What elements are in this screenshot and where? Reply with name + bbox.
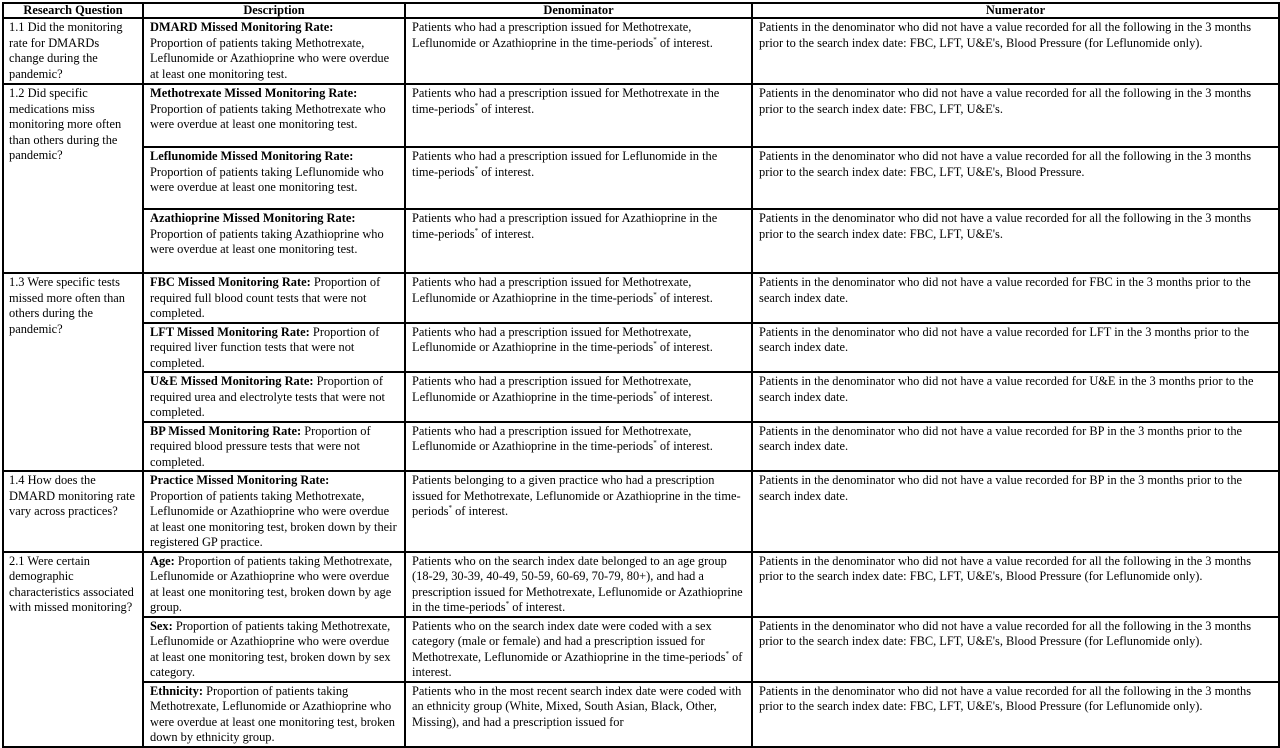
footnote-asterisk: * [653, 389, 657, 398]
denominator-cell: Patients who on the search index date belonged to an age group (18-29, 30-39, 40-49, 50-59, 60-69, 70-79, 80+), and had a prescription issued for Methotrexate, Leflunomide or Azathioprine in the time-periods* of interest. [405, 552, 752, 617]
denominator-cell: Patients who had a prescription issued for Leflunomide in the time-periods* of interest. [405, 147, 752, 209]
header-numerator: Numerator [752, 3, 1279, 18]
numerator-cell: Patients in the denominator who did not have a value recorded for all the following in the 3 months prior to the search index date: FBC, LFT, U&E's, Blood Pressure (for Leflunomide only). [752, 552, 1279, 617]
measure-title: Practice Missed Monitoring Rate: [150, 473, 330, 487]
footnote-asterisk: * [653, 290, 657, 299]
footnote-asterisk: * [653, 35, 657, 44]
measure-title: Azathioprine Missed Monitoring Rate: [150, 211, 356, 225]
research-question-cell: 1.2 Did specific medications miss monitoring more often than others during the pandemic? [3, 84, 143, 273]
measure-description: Proportion of patients taking Methotrexate, Leflunomide or Azathioprine who were overdue at least one monitoring test, broken down by age group. [150, 553, 393, 614]
table-row [3, 147, 1279, 209]
table-row [3, 84, 1279, 147]
footnote-asterisk: * [653, 439, 657, 447]
measure-title: BP Missed Monitoring Rate: [150, 423, 302, 438]
measure-title: U&E Missed Monitoring Rate: [150, 374, 314, 388]
measure-title: Methotrexate Missed Monitoring Rate: [150, 86, 358, 100]
table-row [3, 18, 1279, 84]
table-row [3, 422, 1279, 472]
header-denominator: Denominator [405, 3, 752, 18]
table-row [3, 209, 1279, 273]
description-cell [143, 273, 405, 323]
description-cell [143, 617, 405, 682]
header-row [3, 3, 1279, 18]
measure-description: Proportion of patients taking Methotrexate, Leflunomide or Azathioprine who were overdue at least one monitoring test. [150, 35, 390, 81]
measure-title: Ethnicity: [150, 683, 204, 698]
footnote-asterisk: * [725, 649, 729, 658]
measure-description: Proportion of patients taking Methotrexate, Leflunomide or Azathioprine who were overdue at least one monitoring test, broken down by ethnicity group. [150, 683, 395, 744]
measure-description: Proportion of required urea and electrolyte tests that were not completed. [150, 374, 385, 419]
denominator-cell: Patients who had a prescription issued for Methotrexate in the time-periods* of interest. [405, 84, 752, 147]
numerator-cell: Patients in the denominator who did not have a value recorded for all the following in the 3 months prior to the search index date: FBC, LFT, U&E's, Blood Pressure. [752, 147, 1279, 209]
table-row [3, 323, 1279, 373]
measure-title: DMARD Missed Monitoring Rate: [150, 20, 334, 34]
measure-description: Proportion of patients taking Methotrexate, Leflunomide or Azathioprine who were overdue at least one monitoring test, broken down by sex category. [150, 618, 391, 679]
description-cell [143, 682, 405, 747]
measure-description: Proportion of patients taking Azathioprine who were overdue at least one monitoring test. [150, 226, 384, 256]
denominator-cell: Patients who had a prescription issued for Methotrexate, Leflunomide or Azathioprine in the time-periods* of interest. [405, 273, 752, 323]
monitoring-definitions-table [2, 2, 1280, 748]
description-cell [143, 372, 405, 422]
numerator-cell: Patients in the denominator who did not have a value recorded for BP in the 3 months prior to the search index date. [752, 471, 1279, 552]
denominator-cell: Patients belonging to a given practice who had a prescription issued for Methotrexate, Leflunomide or Azathioprine in the time-periods* of interest. [405, 471, 752, 552]
description-cell [143, 18, 405, 84]
denominator-cell: Patients who had a prescription issued for Azathioprine in the time-periods* of interest. [405, 209, 752, 273]
footnote-asterisk: * [653, 340, 657, 348]
denominator-cell: Patients who had a prescription issued for Methotrexate, Leflunomide or Azathioprine in the time-periods* of interest. [405, 323, 752, 373]
footnote-asterisk: * [474, 164, 479, 173]
research-question-cell: 2.1 Were certain demographic characteristics associated with missed monitoring? [3, 552, 143, 747]
numerator-cell: Patients in the denominator who did not have a value recorded for all the following in the 3 months prior to the search index date: FBC, LFT, U&E's, Blood Pressure (for Leflunomide only). [752, 18, 1279, 84]
numerator-cell: Patients in the denominator who did not have a value recorded for BP in the 3 months prior to the search index date. [752, 422, 1279, 472]
measure-title: FBC Missed Monitoring Rate: [150, 275, 311, 289]
description-cell [143, 147, 405, 209]
numerator-cell: Patients in the denominator who did not have a value recorded for all the following in the 3 months prior to the search index date: FBC, LFT, U&E's, Blood Pressure (for Leflunomide only). [752, 617, 1279, 682]
denominator-cell: Patients who on the search index date were coded with a sex category (male or female) and had a prescription issued for Methotrexate, Leflunomide or Azathioprine in the time-periods* of interest. [405, 617, 752, 682]
measure-description: Proportion of patients taking Leflunomide who were overdue at least one monitoring test. [150, 164, 384, 194]
measure-title: LFT Missed Monitoring Rate: [150, 324, 310, 339]
header-research-question: Research Question [3, 3, 143, 18]
measure-title: Age: [150, 553, 175, 568]
measure-title: Sex: [150, 618, 173, 633]
table-row [3, 552, 1279, 617]
table-row [3, 617, 1279, 682]
measure-description: Proportion of required blood pressure tests that were not completed. [150, 423, 371, 469]
denominator-cell: Patients who had a prescription issued for Methotrexate, Leflunomide or Azathioprine in the time-periods* of interest. [405, 372, 752, 422]
table-row [3, 273, 1279, 323]
numerator-cell: Patients in the denominator who did not have a value recorded for all the following in the 3 months prior to the search index date: FBC, LFT, U&E's, Blood Pressure (for Leflunomide only). [752, 682, 1279, 747]
footnote-asterisk: * [505, 600, 510, 608]
measure-description: Proportion of patients taking Methotrexate, Leflunomide or Azathioprine who were overdue at least one monitoring test, broken down by their registered GP practice. [150, 488, 397, 549]
measure-title: Leflunomide Missed Monitoring Rate: [150, 149, 354, 163]
research-question-cell: 1.1 Did the monitoring rate for DMARDs change during the pandemic? [3, 18, 143, 84]
numerator-cell: Patients in the denominator who did not have a value recorded for U&E in the 3 months prior to the search index date. [752, 372, 1279, 422]
description-cell [143, 209, 405, 273]
description-cell [143, 84, 405, 147]
table-row [3, 372, 1279, 422]
numerator-cell: Patients in the denominator who did not have a value recorded for FBC in the 3 months prior to the search index date. [752, 273, 1279, 323]
measure-description: Proportion of required full blood count tests that were not completed. [150, 275, 381, 320]
numerator-cell: Patients in the denominator who did not have a value recorded for all the following in the 3 months prior to the search index date: FBC, LFT, U&E's. [752, 84, 1279, 147]
measure-description: Proportion of patients taking Methotrexate who were overdue at least one monitoring test. [150, 101, 386, 131]
numerator-cell: Patients in the denominator who did not have a value recorded for LFT in the 3 months prior to the search index date. [752, 323, 1279, 373]
footnote-asterisk: * [448, 504, 452, 512]
table-row [3, 682, 1279, 747]
footnote-asterisk: * [474, 101, 479, 110]
description-cell [143, 552, 405, 617]
table-row [3, 471, 1279, 552]
description-cell [143, 323, 405, 373]
denominator-cell: Patients who had a prescription issued for Methotrexate, Leflunomide or Azathioprine in the time-periods* of interest. [405, 422, 752, 472]
description-cell [143, 422, 405, 472]
research-question-cell: 1.3 Were specific tests missed more often than others during the pandemic? [3, 273, 143, 471]
header-description: Description [143, 3, 405, 18]
denominator-cell: Patients who had a prescription issued for Methotrexate, Leflunomide or Azathioprine in the time-periods* of interest. [405, 18, 752, 84]
research-question-cell: 1.4 How does the DMARD monitoring rate vary across practices? [3, 471, 143, 552]
numerator-cell: Patients in the denominator who did not have a value recorded for all the following in the 3 months prior to the search index date: FBC, LFT, U&E's. [752, 209, 1279, 273]
denominator-cell: Patients who in the most recent search index date were coded with an ethnicity group (White, Mixed, South Asian, Black, Other, Missing), and had a prescription issued for [405, 682, 752, 747]
footnote-asterisk: * [474, 226, 479, 235]
description-cell [143, 471, 405, 552]
measure-description: Proportion of required liver function tests that were not completed. [150, 324, 380, 370]
